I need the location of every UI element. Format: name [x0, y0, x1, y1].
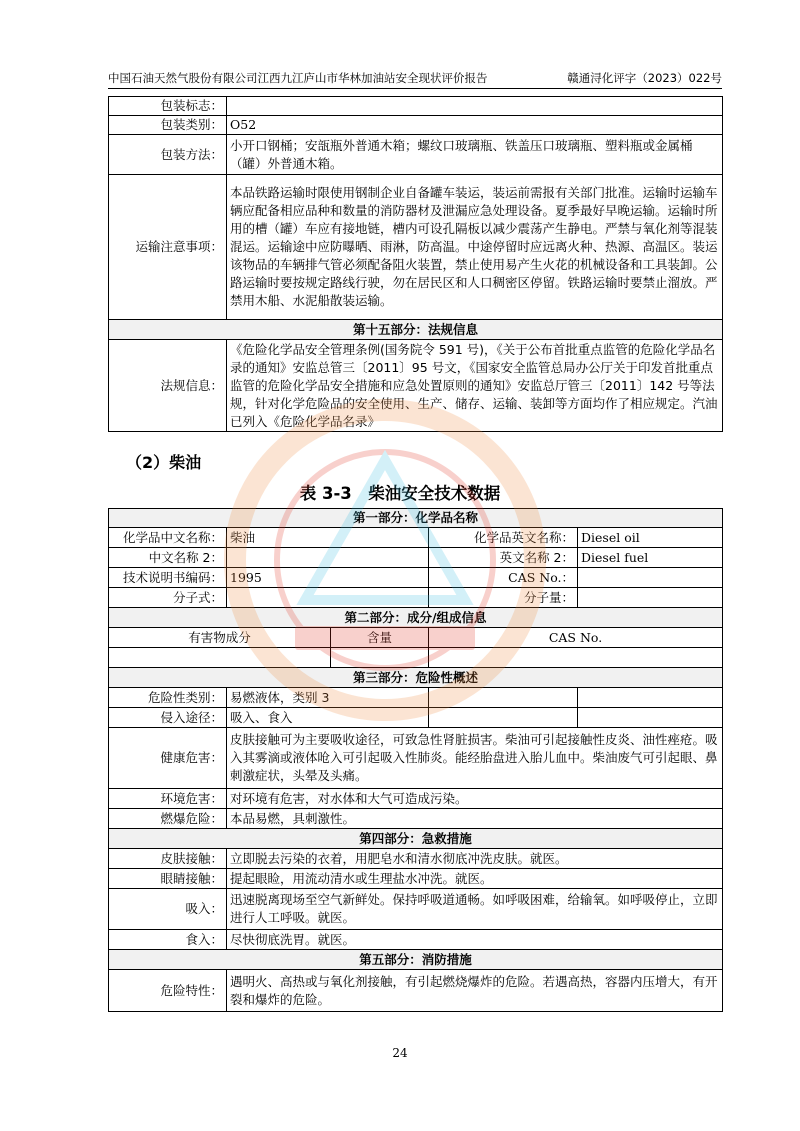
table-row — [109, 688, 723, 708]
table-row — [109, 809, 723, 829]
table-row — [109, 135, 723, 175]
table-row — [109, 869, 723, 889]
ingestion-label: 食入： — [109, 930, 227, 950]
empty-cell — [578, 708, 723, 728]
packaging-mark-value — [227, 97, 723, 116]
regulation-info-value: 《危险化学品安全管理条例(国务院令 591 号)，《关于公布首批重点监管的危险化学品名录的通知》安监总管三〔2011〕95 号文，《国家安全监管总局办公厅关于印发首批重点监管的危险化学品安全措施和应急处置原则的通知》安监总厅管三〔2011〕142 号等法规，针对化学危险品的安全使用、生产、储存、运输、装卸等方面均作了相应规定。汽油已列入《危险化学品名录》 — [227, 340, 723, 432]
en-name-value: Diesel oil — [578, 528, 723, 548]
explosion-hazard-value: 本品易燃，具刺激性。 — [227, 809, 723, 829]
table-row — [109, 668, 723, 688]
hazard-properties-value: 遇明火、高热或与氧化剂接触，有引起燃烧爆炸的危险。若遇高热，容器内压增大，有开裂和爆炸的危险。 — [227, 970, 723, 1012]
cn-name-value: 柴油 — [227, 528, 429, 548]
table-row — [109, 648, 723, 668]
health-hazard-label: 健康危害： — [109, 728, 227, 789]
composition-cell — [109, 648, 331, 668]
table-row — [109, 588, 723, 608]
table-row — [109, 548, 723, 568]
empty-cell — [578, 688, 723, 708]
cas-label: CAS No.： — [429, 568, 578, 588]
en-name2-label: 英文名称 2： — [429, 548, 578, 568]
header-title: 中国石油天然气股份有限公司江西九江庐山市华林加油站安全现状评价报告 — [108, 71, 488, 85]
table-row — [109, 97, 723, 116]
header-report-number: 赣通浔化评字（2023）022号 — [567, 71, 722, 85]
table-row — [109, 116, 723, 135]
cn-name2-label: 中文名称 2： — [109, 548, 227, 568]
table-row — [109, 930, 723, 950]
transport-notes-value: 本品铁路运输时限使用钢制企业自备罐车装运，装运前需报有关部门批准。运输时运输车辆应配备相应品种和数量的消防器材及泄漏应急处理设备。夏季最好早晚运输。运输时所用的槽（罐）车应有接地链，槽内可设孔隔板以减少震荡产生静电。严禁与氧化剂等混装混运。运输途中应防曝晒、雨淋，防高温。中途停留时应远离火种、热源、高温区。装运该物品的车辆排气管必须配备阻火装置，禁止使用易产生火花的机械设备和工具装卸。公路运输时要按规定路线行驶，勿在居民区和人口稠密区停留。铁路运输时要禁止溜放。严禁用木船、水泥船散装运输。 — [227, 175, 723, 320]
skin-contact-value: 立即脱去污染的衣着，用肥皂水和清水彻底冲洗皮肤。就医。 — [227, 849, 723, 869]
packaging-method-value: 小开口钢桶；安瓿瓶外普通木箱；螺纹口玻璃瓶、铁盖压口玻璃瓶、塑料瓶或金属桶（罐）外普通木箱。 — [227, 135, 723, 175]
skin-contact-label: 皮肤接触： — [109, 849, 227, 869]
section-5-heading: 第五部分：消防措施 — [109, 950, 723, 970]
table-row — [109, 849, 723, 869]
table-row — [109, 708, 723, 728]
health-hazard-value: 皮肤接触可为主要吸收途径，可致急性肾脏损害。柴油可引起接触性皮炎、油性痤疮。吸入其雾滴或液体呛入可引起吸入性肺炎。能经胎盘进入胎儿血中。柴油废气可引起眼、鼻刺激症状，头晕及头痛。 — [227, 728, 723, 789]
composition-header-substance: 有害物成分 — [109, 628, 331, 648]
molecular-weight-value — [578, 588, 723, 608]
gasoline-safety-table-continued — [108, 96, 723, 432]
hazard-properties-label: 危险特性： — [109, 970, 227, 1012]
packaging-mark-label: 包装标志： — [109, 97, 227, 116]
section-4-heading: 第四部分：急救措施 — [109, 829, 723, 849]
regulation-info-label: 法规信息： — [109, 340, 227, 432]
table-row — [109, 728, 723, 789]
section-heading-diesel: （2）柴油 — [126, 453, 202, 472]
packaging-class-value: O52 — [227, 116, 723, 135]
page-header — [108, 68, 722, 86]
hazard-class-label: 危险性类别： — [109, 688, 227, 708]
eye-contact-value: 提起眼睑，用流动清水或生理盐水冲洗。就医。 — [227, 869, 723, 889]
en-name-label: 化学品英文名称： — [429, 528, 578, 548]
inhalation-value: 迅速脱离现场至空气新鲜处。保持呼吸道通畅。如呼吸困难，给输氧。如呼吸停止，立即进行人工呼吸。就医。 — [227, 889, 723, 930]
entry-route-value: 吸入、食入 — [227, 708, 429, 728]
hazard-class-value: 易燃液体，类别 3 — [227, 688, 429, 708]
tech-code-value: 1995 — [227, 568, 429, 588]
eye-contact-label: 眼睛接触： — [109, 869, 227, 889]
composition-header-cas: CAS No. — [429, 628, 723, 648]
packaging-method-label: 包装方法： — [109, 135, 227, 175]
table-row — [109, 608, 723, 628]
table-row — [109, 829, 723, 849]
section-3-heading: 第三部分：危险性概述 — [109, 668, 723, 688]
table-row — [109, 970, 723, 1012]
empty-cell — [429, 708, 578, 728]
section-15-heading: 第十五部分：法规信息 — [109, 320, 723, 340]
cn-name-label: 化学品中文名称： — [109, 528, 227, 548]
table-row — [109, 320, 723, 340]
table-row — [109, 528, 723, 548]
formula-label: 分子式： — [109, 588, 227, 608]
composition-cell — [429, 648, 723, 668]
formula-value — [227, 588, 429, 608]
empty-cell — [429, 688, 578, 708]
table-row — [109, 509, 723, 528]
table-row — [109, 628, 723, 648]
ingestion-value: 尽快彻底洗胃。就医。 — [227, 930, 723, 950]
table-row — [109, 889, 723, 930]
composition-cell — [331, 648, 429, 668]
inhalation-label: 吸入： — [109, 889, 227, 930]
section-1-heading: 第一部分：化学品名称 — [109, 509, 723, 528]
environment-hazard-label: 环境危害： — [109, 789, 227, 809]
table-row — [109, 175, 723, 320]
diesel-safety-table — [108, 508, 723, 1012]
table-row — [109, 950, 723, 970]
table-row — [109, 789, 723, 809]
table-row — [109, 568, 723, 588]
page-number: 24 — [392, 1046, 408, 1060]
packaging-class-label: 包装类别： — [109, 116, 227, 135]
table-row — [109, 340, 723, 432]
composition-header-content: 含量 — [331, 628, 429, 648]
cn-name2-value — [227, 548, 429, 568]
header-rule — [108, 88, 722, 89]
table-caption: 表 3-3 柴油安全技术数据 — [299, 484, 501, 503]
molecular-weight-label: 分子量： — [429, 588, 578, 608]
transport-notes-label: 运输注意事项： — [109, 175, 227, 320]
environment-hazard-value: 对环境有危害，对水体和大气可造成污染。 — [227, 789, 723, 809]
entry-route-label: 侵入途径： — [109, 708, 227, 728]
cas-value — [578, 568, 723, 588]
section-2-heading: 第二部分：成分/组成信息 — [109, 608, 723, 628]
tech-code-label: 技术说明书编码： — [109, 568, 227, 588]
en-name2-value: Diesel fuel — [578, 548, 723, 568]
explosion-hazard-label: 燃爆危险： — [109, 809, 227, 829]
